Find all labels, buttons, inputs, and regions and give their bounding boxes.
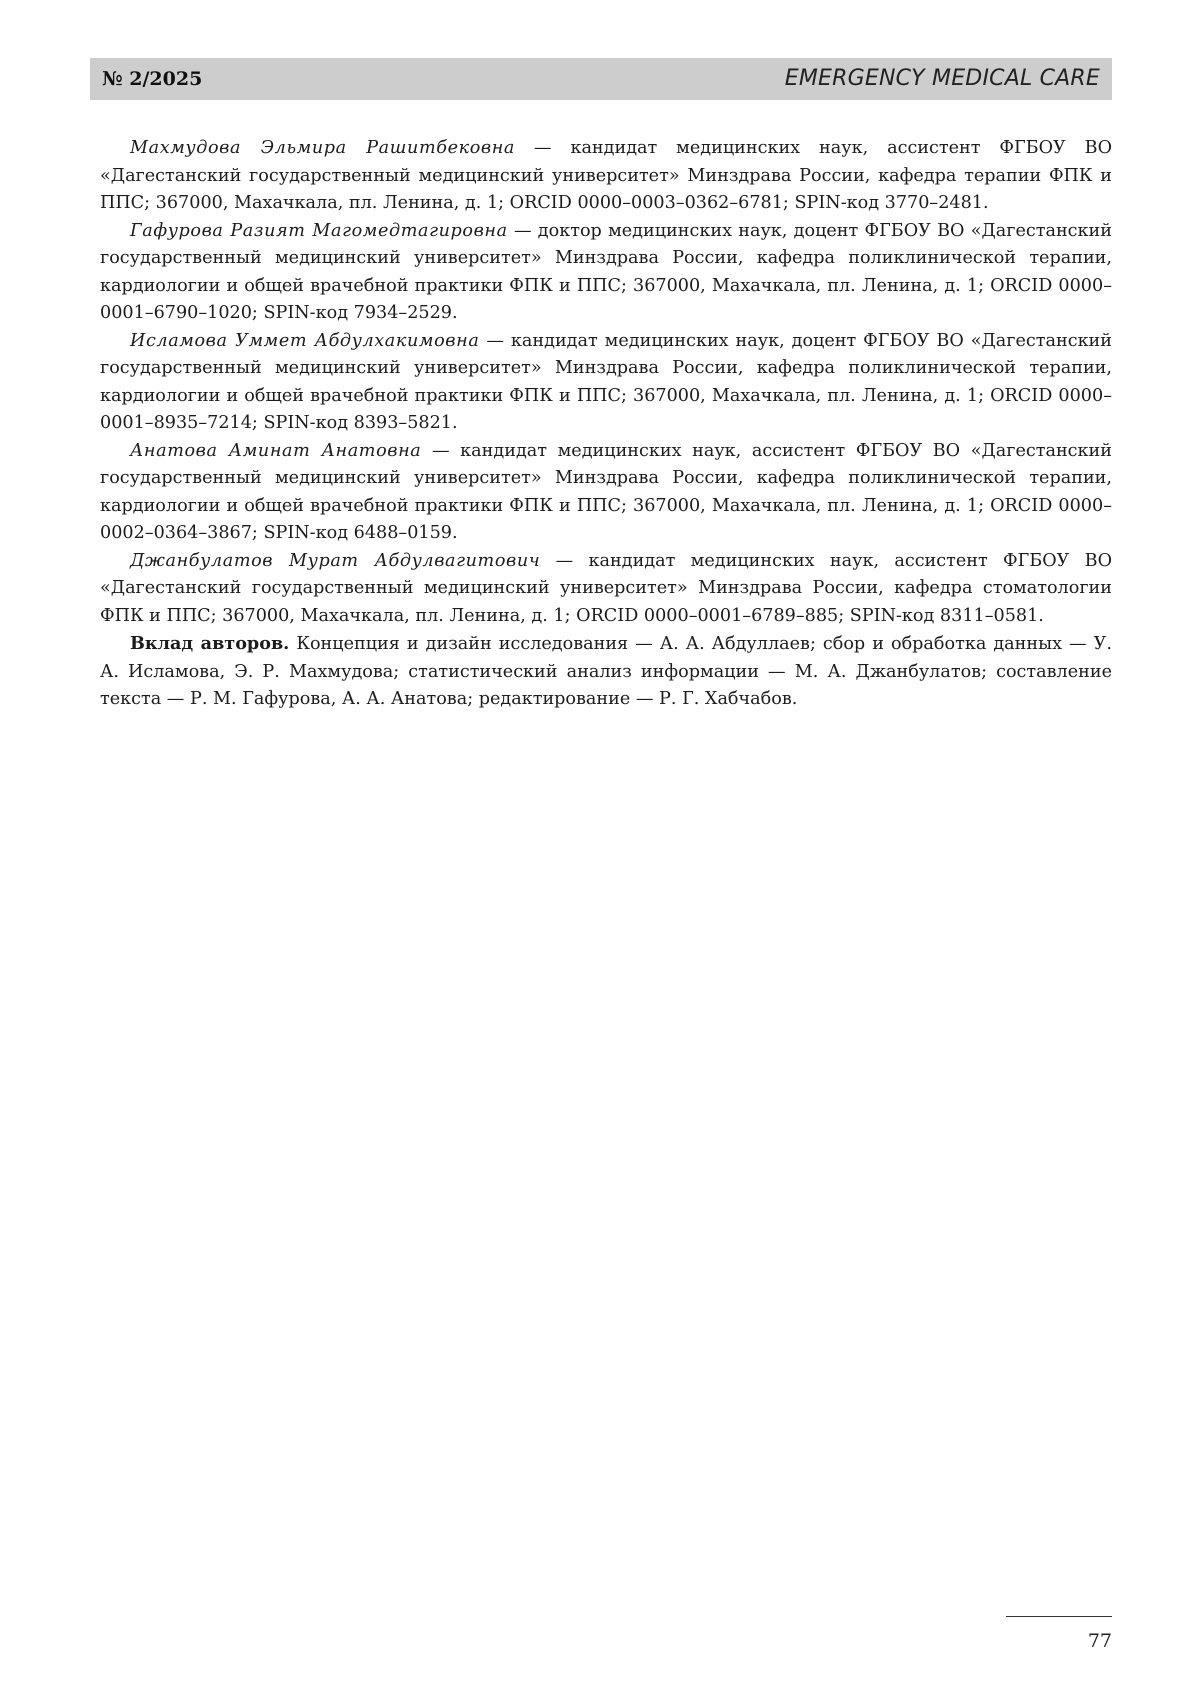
author-entry [100, 135, 1112, 218]
author-name: Джанбулатов Мурат Абдулвагитович [130, 551, 540, 571]
contribution-label: Вклад авторов. [130, 633, 289, 654]
running-header [90, 58, 1112, 100]
author-entry [100, 548, 1112, 631]
author-details: — кандидат медицинских наук, ассистент ФГБОУ ВО «Дагестанский государственный медицинский университет» Минздрава России, кафедра терапии ФПК и ППС; 367000, Махачкала, пл. Ленина, д. 1; ORCID 0000–0003–0362–6781; SPIN-код 3770–2481. [100, 138, 1112, 213]
issue-number: № 2/2025 [102, 68, 202, 90]
author-name: Анатова Аминат Анатовна [130, 441, 421, 461]
author-entry [100, 438, 1112, 548]
journal-title: EMERGENCY MEDICAL CARE [785, 66, 1100, 91]
author-info-section [100, 135, 1112, 714]
author-entry [100, 328, 1112, 438]
author-details: — кандидат медицинских наук, ассистент ФГБОУ ВО «Дагестанский государственный медицинский университет» Минздрава России, кафедра стомато­логии ФПК и ППС; 367000, Махачкала, пл. Ленина, д. 1; ORCID 0000–0001–6789–885; SPIN-код 8311–0581. [100, 551, 1112, 626]
author-details: — доктор медицинских наук, доцент ФГБОУ ВО «Дагестанский государственный медицинский университет» Минздрава России, кафедра поликли­нической терапии, кардиологии и общей врачебной практики ФПК и ППС; 367000, Махачкала, пл. Ленина, д. 1; ORCID 0000–0001–6790–1020; SPIN-код 7934–2529. [100, 221, 1112, 324]
author-entry [100, 218, 1112, 328]
contribution-text: Концепция и дизайн исследования — А. А. Абдуллаев; сбор и обработка дан­ных — У. А. Исламова, Э. Р. Махмудова; статистический анализ информации — М. А. Джанбулатов; составление текста — Р. М. Гафурова, А. А. Анатова; редактирование — Р. Г. Хабчабов. [100, 634, 1112, 709]
author-name: Гафурова Разият Магомедтагировна [130, 221, 508, 241]
author-name: Махмудова Эльмира Рашитбековна [130, 138, 515, 158]
author-details: — кандидат медицинских наук, доцент ФГБОУ ВО «Дагестанский государственный медицинский университет» Минздрава России, кафедра поликли­нической терапии, кардиологии и общей врачебной практики ФПК и ППС; 367000, Махачкала, пл. Ленина, д. 1; ORCID 0000–0001–8935–7214; SPIN-код 8393–5821. [100, 331, 1112, 434]
author-name: Исламова Уммет Абдулхакимовна [130, 331, 479, 351]
footer-divider [1006, 1616, 1112, 1617]
author-contribution [100, 630, 1112, 714]
page-number: 77 [1088, 1630, 1112, 1652]
author-details: — кандидат медицинских наук, ассистент ФГБОУ ВО «Дагестанский государственный медицинский университет» Минздрава России, кафедра поликли­нической терапии, кардиологии и общей врачебной практики ФПК и ППС; 367000, Махачкала, пл. Ленина, д. 1; ORCID 0000–0002–0364–3867; SPIN-код 6488–0159. [100, 441, 1112, 544]
